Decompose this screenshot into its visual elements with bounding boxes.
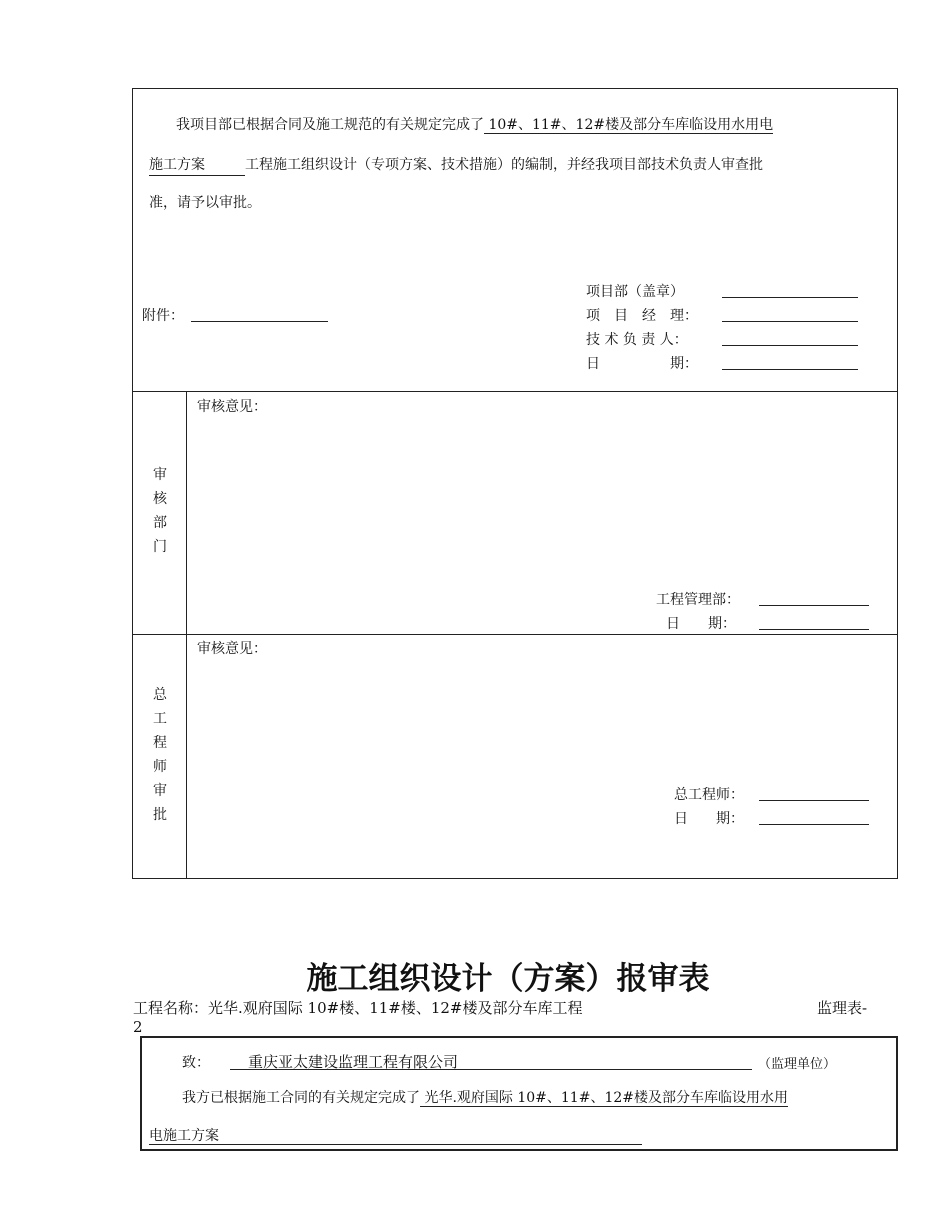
- application-paragraph-line2: [149, 155, 763, 176]
- attachment-field[interactable]: [191, 321, 328, 322]
- application-paragraph-line1: [176, 115, 773, 135]
- column-divider: [186, 391, 187, 879]
- side-char: 审: [153, 783, 167, 799]
- engineering-dept-field[interactable]: [759, 605, 869, 606]
- form2-top-border: [140, 1036, 898, 1038]
- table-right-border: [897, 88, 898, 879]
- to-suffix: （监理单位）: [758, 1057, 837, 1072]
- to-label: 致：: [182, 1055, 210, 1071]
- review-opinion-label: 审核意见：: [197, 399, 267, 415]
- attachment-label: 附件：: [142, 308, 184, 324]
- side-char: 核: [153, 491, 167, 507]
- form-number-line2: 2: [133, 1018, 143, 1036]
- table-bottom-border: [132, 878, 898, 879]
- tech-lead-field[interactable]: [722, 345, 858, 346]
- plan-name-line2: 施工方案: [149, 155, 245, 176]
- form2-bottom-border: [140, 1149, 898, 1151]
- review-date-field[interactable]: [759, 629, 869, 630]
- dept-seal-field[interactable]: [722, 297, 858, 298]
- paragraph-intro: 我项目部已根据合同及施工规范的有关规定完成了: [176, 117, 484, 133]
- chief-date-field[interactable]: [759, 824, 869, 825]
- form2-body-line2: [149, 1125, 642, 1145]
- engineering-dept-label: 工程管理部：: [656, 592, 740, 608]
- row-divider-2: [132, 634, 898, 635]
- table-left-border: [132, 88, 133, 879]
- chief-date-label: 日 期：: [674, 811, 744, 827]
- form2-right-border: [896, 1036, 898, 1151]
- form2-body-line1: [182, 1088, 788, 1108]
- side-char: 部: [153, 515, 167, 531]
- form-title: 施工组织设计（方案）报审表: [306, 961, 710, 997]
- side-char: 批: [153, 807, 167, 823]
- manager-field[interactable]: [722, 321, 858, 322]
- chief-engineer-side-label: [150, 683, 170, 827]
- body-plan-line1: 光华.观府国际 10#、11#、12#楼及部分车库临设用水用: [420, 1090, 788, 1106]
- manager-label: 项 目 经 理：: [586, 308, 698, 324]
- paragraph-middle: 工程施工组织设计（专项方案、技术措施）的编制，并经我项目部技术负责人审查批: [245, 157, 763, 173]
- to-company: 重庆亚太建设监理工程有限公司: [248, 1053, 459, 1071]
- side-char: 师: [153, 759, 167, 775]
- form-number-line1: 监理表-: [817, 999, 868, 1017]
- review-date-label: 日 期：: [666, 616, 736, 632]
- chief-engineer-field[interactable]: [759, 800, 869, 801]
- project-name: 工程名称：光华.观府国际 10#楼、11#楼、12#楼及部分车库工程: [133, 999, 583, 1017]
- paragraph-end: 准，请予以审批。: [149, 195, 261, 211]
- form2-left-border: [140, 1036, 142, 1151]
- date-field[interactable]: [722, 369, 858, 370]
- body-intro: 我方已根据施工合同的有关规定完成了: [182, 1090, 420, 1106]
- body-plan-line2: 电施工方案: [149, 1128, 219, 1144]
- side-char: 审: [153, 467, 167, 483]
- review-dept-side-label: [150, 463, 170, 559]
- side-char: 总: [153, 687, 167, 703]
- chief-engineer-label: 总工程师：: [674, 787, 744, 803]
- application-paragraph-line3: [149, 193, 261, 213]
- dept-seal-label: 项目部（盖章）: [586, 284, 684, 300]
- date-label: 日 期：: [586, 356, 698, 372]
- side-char: 工: [153, 711, 167, 727]
- plan-name-line1: 10#、11#、12#楼及部分车库临设用水用电: [484, 117, 774, 133]
- row-divider-1: [132, 391, 898, 392]
- side-char: 程: [153, 735, 167, 751]
- table-top-border: [132, 88, 898, 89]
- to-company-field: [230, 1049, 752, 1070]
- tech-lead-label: 技 术 负 责 人：: [586, 332, 688, 348]
- chief-opinion-label: 审核意见：: [197, 641, 267, 657]
- side-char: 门: [153, 539, 167, 555]
